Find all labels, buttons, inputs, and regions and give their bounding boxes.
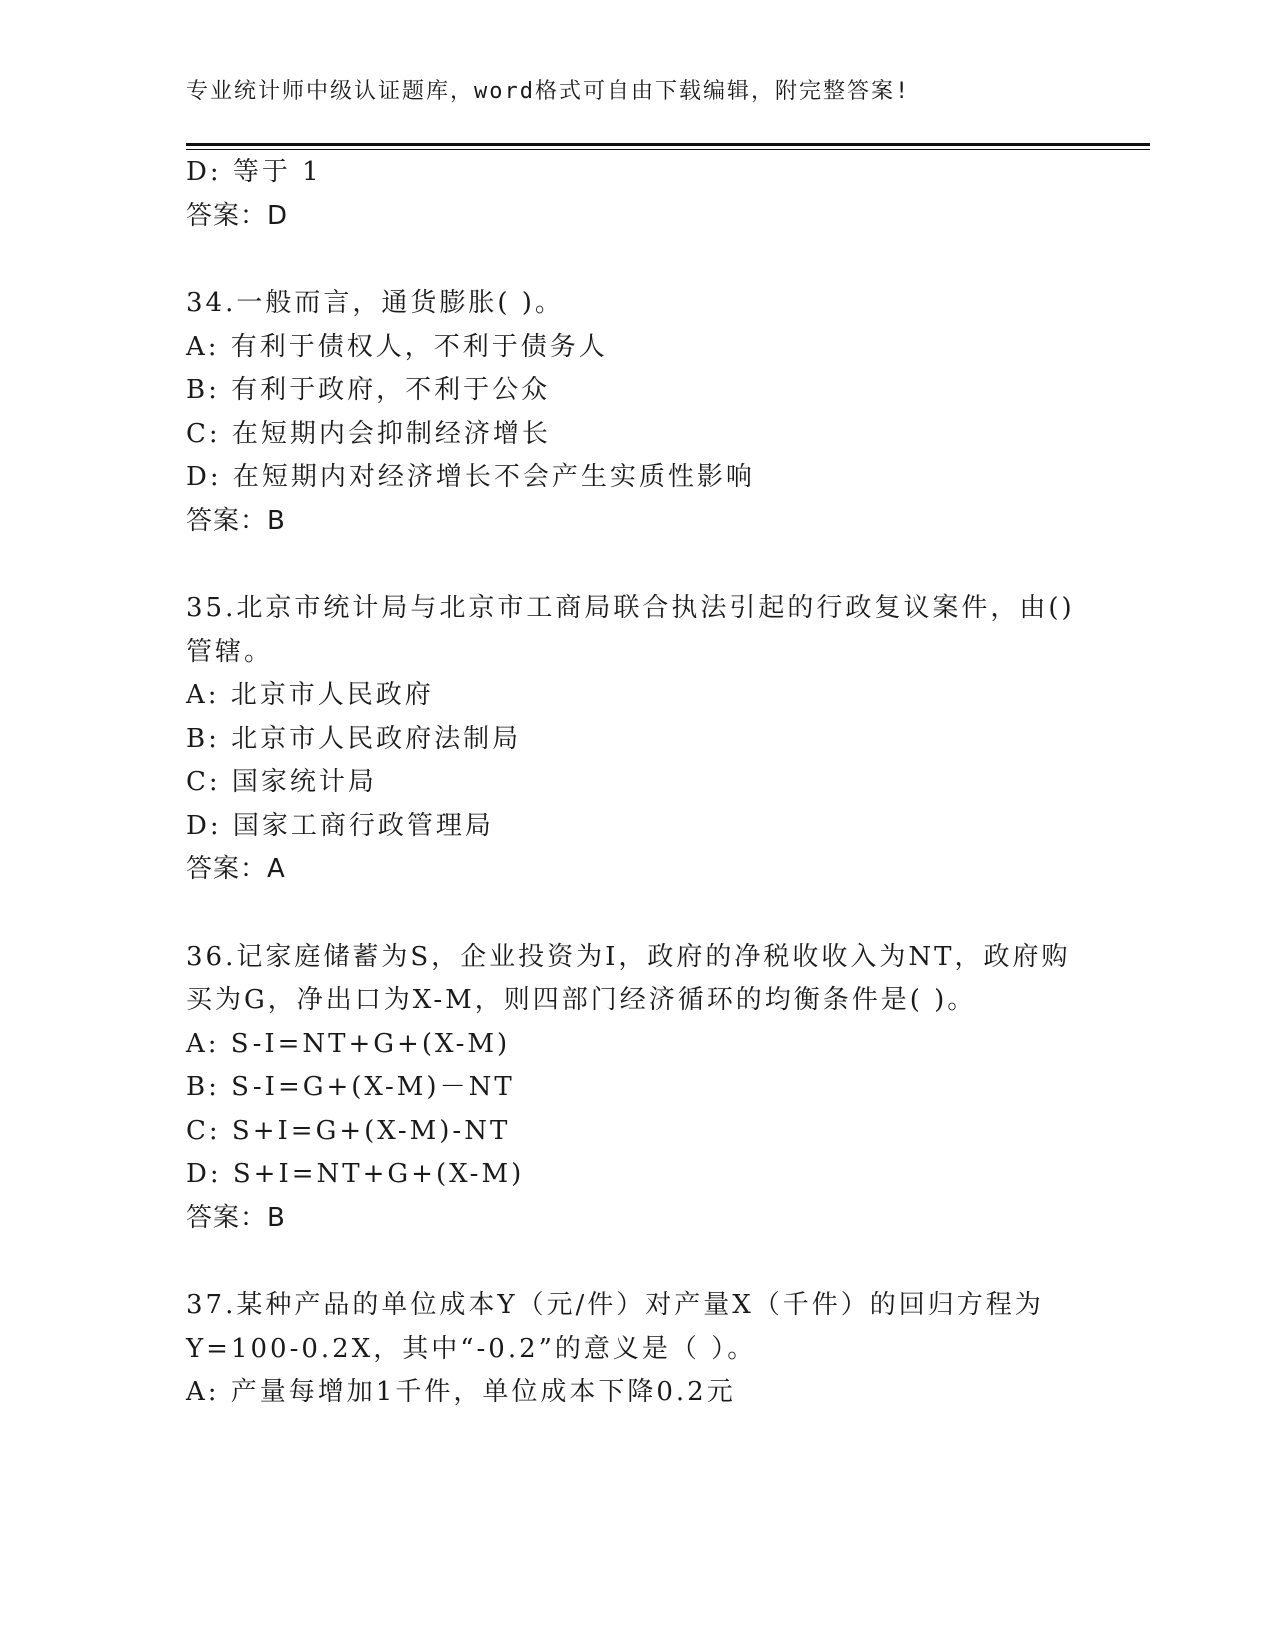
q35-option-c: C: 国家统计局 (186, 767, 377, 797)
q36-answer: 答案：B (186, 1203, 286, 1233)
q36-option-a: A: S-I=NT+G+(X-M) (186, 1029, 511, 1059)
q35-option-a: A: 北京市人民政府 (186, 680, 434, 710)
q35-option-b: B: 北京市人民政府法制局 (186, 724, 522, 754)
q37-stem-line2: Y=100-0.2X，其中“-0.2”的意义是（ ）。 (186, 1334, 757, 1364)
q36-stem-line2: 买为G，净出口为X-M，则四部门经济循环的均衡条件是( )。 (186, 985, 977, 1015)
q35-option-d: D: 国家工商行政管理局 (186, 811, 494, 841)
header-divider-thin (186, 149, 1150, 150)
document-header: 专业统计师中级认证题库，word格式可自由下载编辑，附完整答案! (186, 79, 911, 104)
q34-option-b: B: 有利于政府，不利于公众 (186, 375, 551, 405)
q34-option-a: A: 有利于债权人，不利于债务人 (186, 332, 608, 362)
q34-option-c: C: 在短期内会抑制经济增长 (186, 419, 551, 449)
q36-stem-line1: 36.记家庭储蓄为S，企业投资为I，政府的净税收收入为NT，政府购 (186, 942, 1071, 972)
q34-stem: 34.一般而言，通货膨胀( )。 (186, 288, 564, 318)
q37-stem-line1: 37.某种产品的单位成本Y（元/件）对产量X（千件）的回归方程为 (186, 1290, 1044, 1320)
q36-option-b: B: S-I=G+(X-M)－NT (186, 1072, 515, 1102)
q35-answer: 答案：A (186, 854, 286, 884)
q35-stem-line2: 管辖。 (186, 637, 274, 667)
q34-option-d: D: 在短期内对经济增长不会产生实质性影响 (186, 462, 755, 492)
q36-option-d: D: S+I=NT+G+(X-M) (186, 1159, 525, 1189)
header-divider-thick (186, 143, 1150, 146)
q33-answer: 答案：D (186, 201, 289, 231)
q37-option-a: A: 产量每增加1千件，单位成本下降0.2元 (186, 1377, 736, 1407)
q34-answer: 答案：B (186, 506, 286, 536)
q33-option-d: D: 等于 1 (186, 157, 322, 187)
q36-option-c: C: S+I=G+(X-M)-NT (186, 1116, 511, 1146)
q35-stem-line1: 35.北京市统计局与北京市工商局联合执法引起的行政复议案件，由() (186, 593, 1075, 623)
